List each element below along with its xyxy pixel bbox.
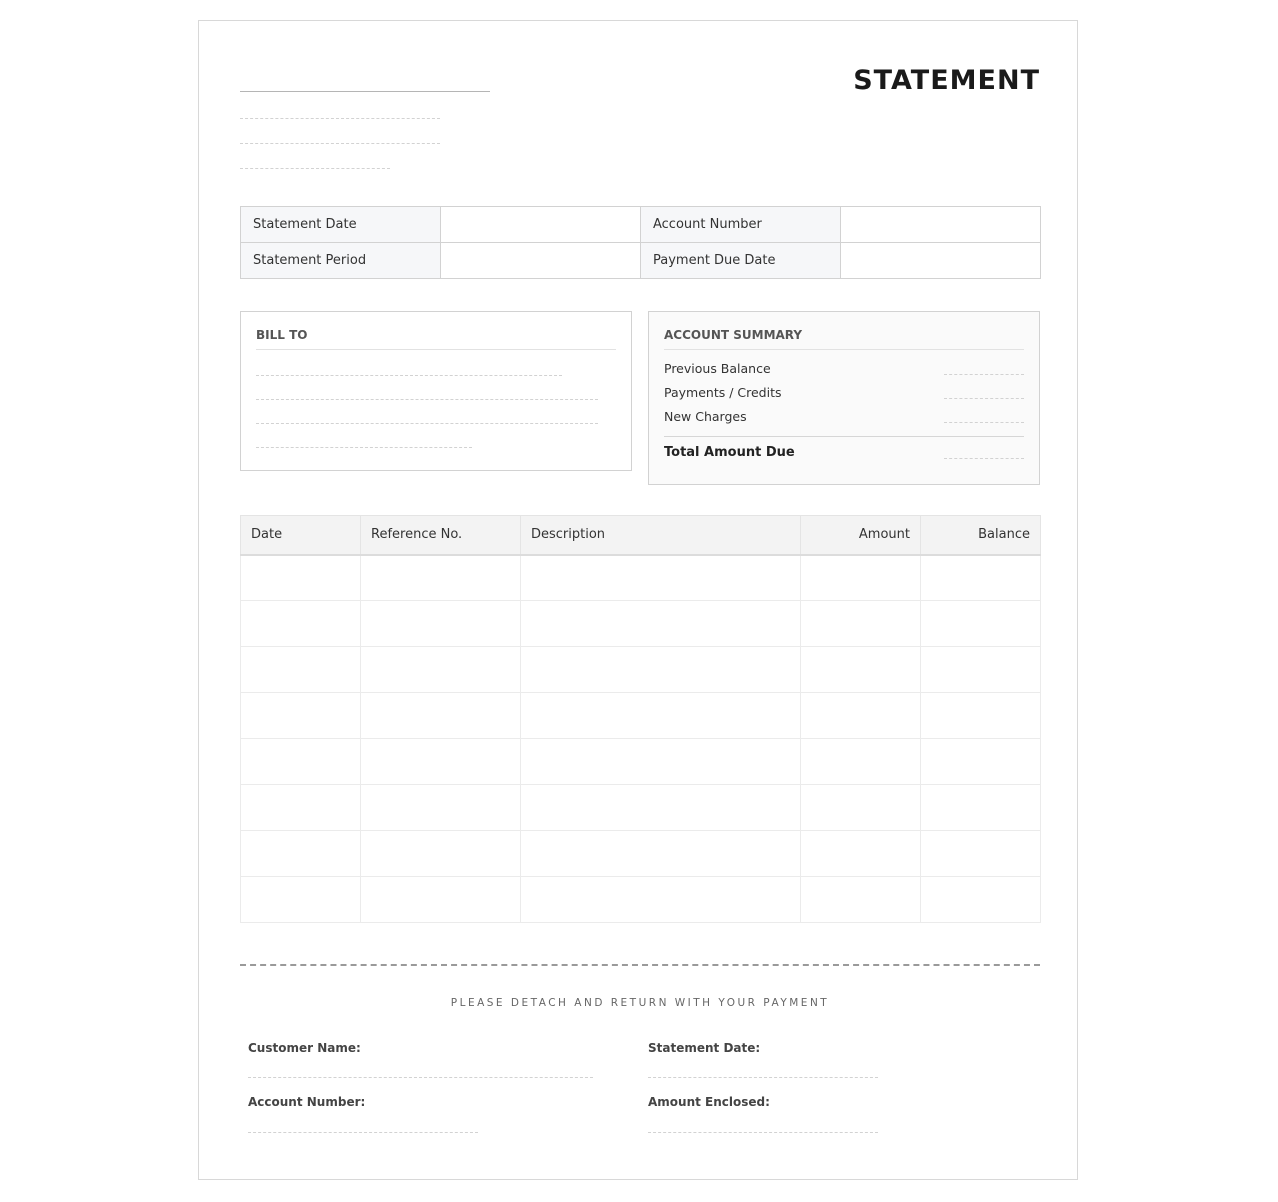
slip-statement-date-label: Statement Date: — [648, 1041, 761, 1055]
info-row — [241, 243, 1041, 279]
customer-name-field[interactable] — [248, 1077, 593, 1078]
column-header-balance: Balance — [921, 516, 1041, 555]
new-charges-label: New Charges — [664, 409, 747, 424]
table-cell[interactable] — [361, 693, 521, 739]
statement-period-value[interactable] — [441, 243, 641, 279]
table-row — [241, 647, 1041, 693]
detach-instruction: PLEASE DETACH AND RETURN WITH YOUR PAYMENT — [450, 997, 830, 1009]
table-cell[interactable] — [921, 555, 1041, 601]
detach-cut-line — [240, 964, 1040, 966]
table-cell[interactable] — [241, 693, 361, 739]
slip-statement-date-field[interactable] — [648, 1077, 878, 1078]
bill-to-heading: BILL TO — [256, 328, 308, 342]
table-cell[interactable] — [801, 693, 921, 739]
transactions-header-row — [241, 516, 1041, 555]
account-summary-divider — [664, 349, 1024, 350]
table-cell[interactable] — [241, 877, 361, 923]
table-cell[interactable] — [801, 739, 921, 785]
table-row — [241, 601, 1041, 647]
statement-date-label: Statement Date — [241, 207, 441, 243]
previous-balance-value[interactable] — [944, 374, 1024, 375]
bill-to-line-3[interactable] — [256, 423, 598, 424]
table-cell[interactable] — [241, 601, 361, 647]
company-address-line-3 — [240, 168, 390, 169]
table-cell[interactable] — [521, 877, 801, 923]
table-cell[interactable] — [801, 877, 921, 923]
total-divider — [664, 436, 1024, 437]
bill-to-divider — [256, 349, 616, 350]
account-number-label: Account Number — [641, 207, 841, 243]
slip-account-number-label: Account Number: — [248, 1095, 366, 1109]
table-row — [241, 877, 1041, 923]
column-header-description: Description — [521, 516, 801, 555]
bill-to-box — [240, 311, 632, 471]
table-cell[interactable] — [521, 693, 801, 739]
transactions-table — [240, 515, 1041, 923]
column-header-amount: Amount — [801, 516, 921, 555]
info-row — [241, 207, 1041, 243]
table-cell[interactable] — [921, 877, 1041, 923]
table-cell[interactable] — [801, 647, 921, 693]
table-cell[interactable] — [801, 555, 921, 601]
document-title: STATEMENT — [853, 65, 1040, 96]
table-cell[interactable] — [241, 555, 361, 601]
previous-balance-label: Previous Balance — [664, 361, 771, 376]
table-cell[interactable] — [361, 831, 521, 877]
table-cell[interactable] — [361, 601, 521, 647]
table-cell[interactable] — [921, 739, 1041, 785]
table-cell[interactable] — [801, 785, 921, 831]
table-row — [241, 831, 1041, 877]
payments-credits-label: Payments / Credits — [664, 385, 782, 400]
payment-due-date-label: Payment Due Date — [641, 243, 841, 279]
table-cell[interactable] — [361, 877, 521, 923]
table-row — [241, 693, 1041, 739]
bill-to-line-2[interactable] — [256, 399, 598, 400]
table-cell[interactable] — [921, 831, 1041, 877]
company-name-line — [240, 91, 490, 92]
bill-to-line-1[interactable] — [256, 375, 562, 376]
statement-date-value[interactable] — [441, 207, 641, 243]
table-cell[interactable] — [521, 601, 801, 647]
statement-info-table — [240, 206, 1041, 279]
table-cell[interactable] — [241, 831, 361, 877]
table-cell[interactable] — [921, 785, 1041, 831]
table-cell[interactable] — [361, 555, 521, 601]
table-row — [241, 785, 1041, 831]
table-cell[interactable] — [921, 647, 1041, 693]
table-cell[interactable] — [521, 831, 801, 877]
customer-name-label: Customer Name: — [248, 1041, 361, 1055]
table-row — [241, 555, 1041, 601]
table-cell[interactable] — [921, 601, 1041, 647]
account-number-value[interactable] — [841, 207, 1041, 243]
table-row — [241, 739, 1041, 785]
slip-account-number-field[interactable] — [248, 1132, 478, 1133]
account-summary-box — [648, 311, 1040, 485]
table-cell[interactable] — [361, 785, 521, 831]
table-cell[interactable] — [921, 693, 1041, 739]
new-charges-value[interactable] — [944, 422, 1024, 423]
table-cell[interactable] — [521, 739, 801, 785]
amount-enclosed-field[interactable] — [648, 1132, 878, 1133]
table-cell[interactable] — [521, 785, 801, 831]
column-header-date: Date — [241, 516, 361, 555]
statement-page — [198, 20, 1078, 1180]
table-cell[interactable] — [361, 739, 521, 785]
account-summary-heading: ACCOUNT SUMMARY — [664, 328, 803, 342]
table-cell[interactable] — [521, 647, 801, 693]
table-cell[interactable] — [361, 647, 521, 693]
table-cell[interactable] — [801, 601, 921, 647]
bill-to-line-4[interactable] — [256, 447, 472, 448]
total-amount-due-label: Total Amount Due — [664, 445, 795, 460]
table-cell[interactable] — [241, 647, 361, 693]
company-address-line-2 — [240, 143, 440, 144]
table-cell[interactable] — [521, 555, 801, 601]
table-cell[interactable] — [241, 739, 361, 785]
table-cell[interactable] — [801, 831, 921, 877]
payments-credits-value[interactable] — [944, 398, 1024, 399]
company-address-line-1 — [240, 118, 440, 119]
statement-period-label: Statement Period — [241, 243, 441, 279]
amount-enclosed-label: Amount Enclosed: — [648, 1095, 770, 1109]
table-cell[interactable] — [241, 785, 361, 831]
column-header-reference: Reference No. — [361, 516, 521, 555]
total-amount-due-value[interactable] — [944, 458, 1024, 459]
payment-due-date-value[interactable] — [841, 243, 1041, 279]
